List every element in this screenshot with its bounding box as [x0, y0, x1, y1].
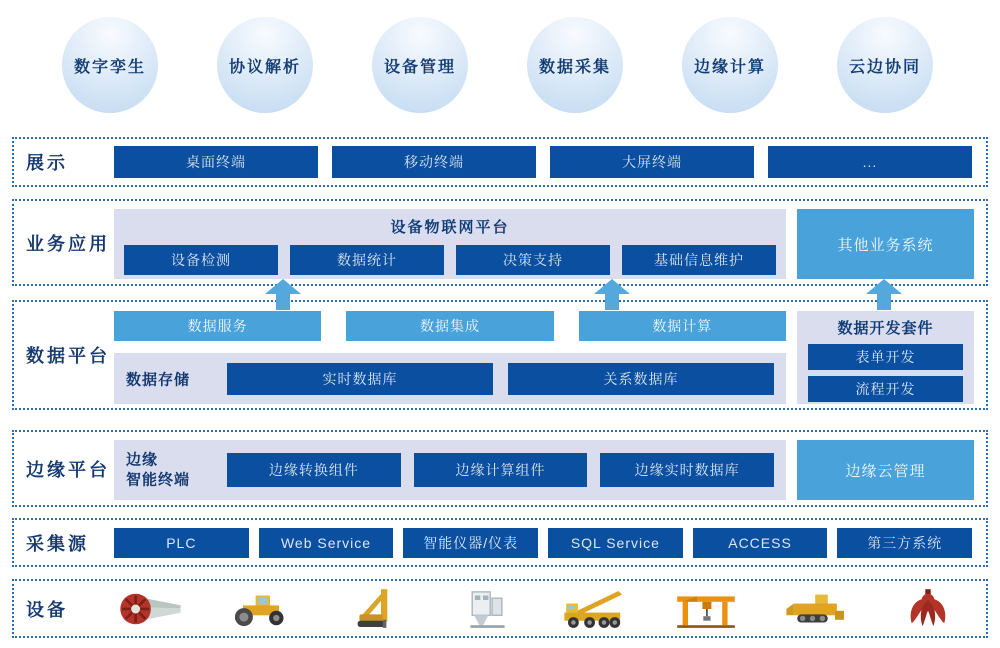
- more-terminals-block: ...: [768, 146, 972, 178]
- form-development-block: 表单开发: [808, 344, 963, 370]
- decision-support-block: 决策支持: [456, 245, 610, 275]
- data-dev-kit-title: 数据开发套件: [837, 320, 934, 337]
- edge-realtime-database-block: 边缘实时数据库: [600, 453, 774, 487]
- iot-platform-title: 设备物联网平台: [390, 219, 510, 236]
- layer-business-label: 业务应用: [26, 233, 110, 254]
- capability-cloud-edge: 云边协同: [837, 17, 933, 113]
- layer-edge-platform: [12, 430, 988, 507]
- third-party-system-block: 第三方系统: [837, 528, 972, 558]
- display-terminals: [114, 146, 972, 178]
- edge-terminal-label: 边缘 智能终端: [126, 451, 191, 488]
- up-arrow-icon: [265, 279, 301, 310]
- capability-device-management: 设备管理: [372, 17, 468, 113]
- layer-data-platform: [12, 300, 988, 410]
- layer-display-label: 展示: [26, 153, 68, 173]
- device-images: [114, 586, 964, 632]
- data-computing-block: 数据计算: [579, 311, 786, 341]
- layer-display: [12, 137, 988, 187]
- plc-block: PLC: [114, 528, 249, 558]
- data-statistics-block: 数据统计: [290, 245, 444, 275]
- other-business-systems-block: 其他业务系统: [797, 209, 974, 279]
- up-arrow-icon: [594, 279, 630, 310]
- data-storage-blocks: [227, 363, 774, 395]
- edge-component-blocks: [227, 453, 774, 487]
- smart-instrument-block: 智能仪器/仪表: [403, 528, 538, 558]
- road-roller-icon: [225, 586, 297, 632]
- data-services-row: [114, 311, 786, 341]
- data-service-block: 数据服务: [114, 311, 321, 341]
- gantry-crane-icon: [670, 586, 742, 632]
- layer-devices-label: 设备: [26, 599, 68, 620]
- sql-service-block: SQL Service: [548, 528, 683, 558]
- source-blocks: [114, 528, 972, 558]
- layer-sources: [12, 518, 988, 567]
- realtime-database-block: 实时数据库: [227, 363, 493, 395]
- access-block: ACCESS: [693, 528, 828, 558]
- paver-icon: [781, 586, 853, 632]
- edge-terminal-panel: [114, 440, 786, 500]
- iot-platform-panel: [114, 209, 786, 279]
- edge-conversion-component-block: 边缘转换组件: [227, 453, 401, 487]
- edge-computing-component-block: 边缘计算组件: [414, 453, 588, 487]
- data-storage-label: 数据存储: [126, 371, 191, 388]
- large-screen-terminal-block: 大屏终端: [550, 146, 754, 178]
- truck-crane-icon: [559, 586, 631, 632]
- process-development-block: 流程开发: [808, 376, 963, 402]
- desktop-terminal-block: 桌面终端: [114, 146, 318, 178]
- mobile-terminal-block: 移动终端: [332, 146, 536, 178]
- web-service-block: Web Service: [259, 528, 394, 558]
- layer-business: [12, 199, 988, 286]
- capability-edge-computing: 边缘计算: [682, 17, 778, 113]
- layer-data-platform-label: 数据平台: [26, 346, 110, 366]
- basic-info-maintenance-block: 基础信息维护: [622, 245, 776, 275]
- data-integration-block: 数据集成: [346, 311, 553, 341]
- layer-edge-platform-label: 边缘平台: [26, 459, 110, 480]
- relational-database-block: 关系数据库: [508, 363, 774, 395]
- drilling-rig-icon: [336, 586, 408, 632]
- capability-digital-twin: 数字孪生: [62, 17, 158, 113]
- layer-sources-label: 采集源: [26, 533, 89, 554]
- edge-cloud-management-block: 边缘云管理: [797, 440, 974, 500]
- data-storage-panel: [114, 353, 786, 404]
- iot-platform-modules: [124, 245, 776, 275]
- up-arrow-icon: [866, 279, 902, 310]
- capability-data-collection: 数据采集: [527, 17, 623, 113]
- device-inspection-block: 设备检测: [124, 245, 278, 275]
- mixing-plant-icon: [447, 586, 519, 632]
- capability-circles: [62, 17, 933, 113]
- tunnel-boring-machine-icon: [114, 586, 186, 632]
- grab-bucket-icon: [892, 586, 964, 632]
- capability-protocol-parsing: 协议解析: [217, 17, 313, 113]
- data-dev-kit-panel: [797, 311, 974, 404]
- layer-devices: [12, 579, 988, 638]
